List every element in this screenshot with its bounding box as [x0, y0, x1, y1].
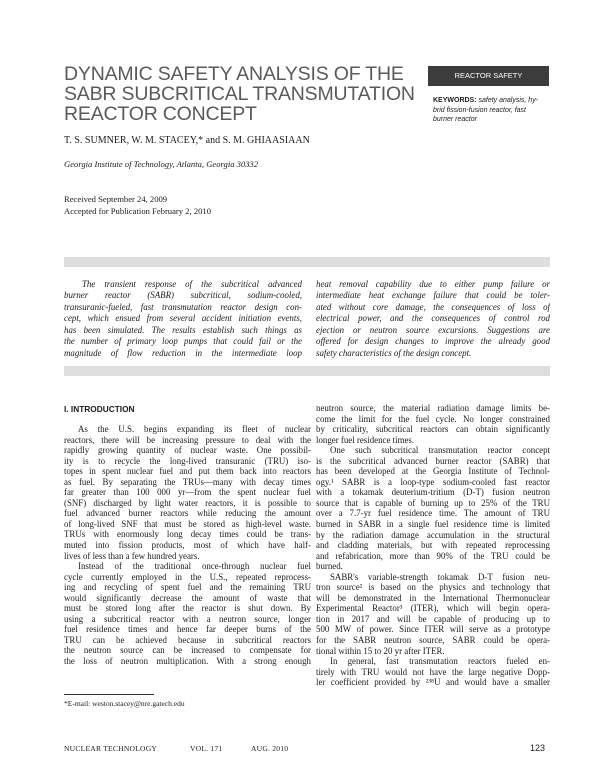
body-line: reactors, there will be increasing pressure to deal with the [64, 434, 311, 445]
body-line: tion in 2017 and will be capable of producing up to [316, 613, 550, 624]
body-line: TRU can be achieved because in subcritical reactors [64, 634, 311, 645]
abstract-line: heat removal capability due to either pump failure or [316, 279, 550, 289]
abstract-line: ejection or neutron source excursions. Suggestions are [316, 324, 550, 335]
body-line: fuel residence times and hence far deeper burns of the [64, 624, 311, 635]
accepted-date: Accepted for Publication February 2, 2010 [64, 205, 212, 216]
body-line: over a 7.7-yr fuel residence time. The amount of TRU [316, 508, 550, 519]
body-line: lives of less than a few hundred years. [64, 550, 200, 561]
body-line: is the subcritical advanced burner reactor (SABR) that [316, 455, 550, 466]
body-right-column [316, 403, 550, 688]
abstract-line: The transient response of the subcritical advanced [82, 279, 302, 289]
abstract-line: the number of primary loop pumps that could fail or the [64, 336, 302, 347]
section-label: REACTOR SAFETY [428, 66, 549, 86]
abstract-line: safety characteristics of the design concept. [316, 347, 472, 358]
abstract-line: magnitude of flow reduction in the intermediate loop [64, 347, 302, 358]
body-line: In general, fast transmutation reactors fueled en- [330, 656, 550, 667]
body-line: for the SABR neutron source, SABR could be opera- [316, 635, 550, 646]
body-line: will be demonstrated in the International Thermonuclear [316, 592, 550, 603]
body-line: ler coefficient provided by ²³⁸U and would have a smaller [316, 677, 550, 688]
body-line: longer fuel residence times. [316, 434, 415, 445]
abstract-line: ated without core damage, the consequences of loss of [316, 301, 550, 312]
footnote: *E-mail: weston.stacey@nre.gatech.edu [64, 699, 185, 708]
body-line: ogy.¹ SABR is a loop-type sodium-cooled fast reactor [316, 476, 550, 487]
body-line: ity is to recycle the long-lived transuranic (TRU) iso- [64, 455, 311, 466]
body-line: neutron source, the material radiation damage limits be- [316, 403, 550, 413]
abstract-line: cept, which ensued from several accident initiation events, [64, 313, 302, 324]
body-line: would significantly decrease the amount of waste that [64, 592, 311, 603]
body-line: Instead of the traditional once-through nuclear fuel [78, 561, 311, 572]
abstract-top-band [64, 257, 550, 267]
keywords-label: KEYWORDS: [433, 97, 477, 104]
body-line: and refabrication, more than 90% of the TRU could be [316, 550, 550, 561]
article-title [64, 64, 414, 124]
authors: T. S. SUMNER, W. M. STACEY,* and S. M. GHIAASIAAN [64, 135, 310, 146]
body-line: burned. [316, 561, 343, 572]
body-left-column [64, 403, 311, 667]
body-line: the neutron source can be increased to compensate for [64, 645, 311, 656]
body-line: come the limit for the fuel cycle. No longer constrained [316, 413, 550, 424]
body-line: (SNF) discharged by light water reactors, it is possible to [64, 497, 311, 508]
title-line: REACTOR CONCEPT [64, 103, 257, 125]
abstract-bottom-band [64, 366, 550, 376]
footnote-rule [64, 694, 154, 695]
footer-volume: VOL. 171 [190, 744, 223, 753]
body-line: as fuel. By separating the TRUs—many with decay times [64, 476, 311, 487]
body-line: One such subcritical transmutation reactor concept [330, 445, 550, 456]
keywords-line: safety analysis, hy- [476, 97, 539, 104]
title-line: DYNAMIC SAFETY ANALYSIS OF THE [64, 63, 404, 85]
abstract-line: transuranic-fueled, fast transmutation reactor design con- [64, 301, 302, 312]
body-line: source that is capable of burning up to 25% of the TRU [316, 497, 550, 508]
body-line: the loss of neutron multiplication. With a strong enough [64, 656, 311, 667]
body-line: has been developed at the Georgia Institute of Technol- [316, 466, 550, 477]
section-heading: I. INTRODUCTION [64, 404, 135, 414]
received-dates [64, 194, 211, 217]
body-line: tron source² is based on the physics and technology that [316, 582, 550, 593]
abstract-line: electrical power, and the consequences of control rod [316, 313, 550, 324]
abstract-right-column [316, 279, 550, 359]
keywords-line: burner reactor [433, 116, 477, 123]
body-line: of long-lived SNF that must be stored as high-level waste. [64, 518, 311, 529]
body-line: cycle currently employed in the U.S., repeated reprocess- [64, 571, 311, 582]
body-line: and cladding materials, but with repeated reprocessing [316, 540, 550, 551]
body-line: ing and recycling of spent fuel and the remaining TRU [64, 582, 311, 593]
body-line: far greater than 100 000 yr—from the spent nuclear fuel [64, 487, 311, 498]
body-line: As the U.S. begins expanding its fleet of nuclear [78, 424, 311, 434]
affiliation: Georgia Institute of Technology, Atlanta, Georgia 30332 [64, 159, 259, 169]
body-line: SABR's variable-strength tokamak D-T fusion neu- [330, 571, 550, 582]
footer-date: AUG. 2010 [251, 744, 289, 753]
abstract-left-column [64, 279, 302, 359]
abstract-line: has been simulated. The results establish such things as [64, 324, 302, 335]
page-number: 123 [530, 743, 546, 753]
abstract-line: burner reactor (SABR) subcritical, sodium-cooled, [64, 290, 302, 301]
body-line: fuel advanced burner reactors while reducing the amount [64, 508, 311, 519]
title-line: SABR SUBCRITICAL TRANSMUTATION [64, 83, 415, 105]
keywords-line: brid fission-fusion reactor, fast [433, 106, 526, 114]
body-line: must be stored long after the reactor is shut down. By [64, 603, 311, 614]
body-line: TRUs with enormously long decay times could be trans- [64, 529, 311, 540]
footer-journal: NUCLEAR TECHNOLOGY [64, 744, 158, 753]
abstract-line: intermediate heat exchange failure that could be toler- [316, 290, 550, 301]
body-line: tirely with TRU would not have the large negative Dopp- [316, 666, 550, 677]
abstract-line: offered for design changes to improve the already good [316, 336, 550, 347]
keywords-block [433, 96, 555, 125]
body-line: by criticality, subcritical reactors can obtain significantly [316, 424, 550, 435]
body-line: topes in spent nuclear fuel and put them back into reactors [64, 466, 311, 477]
body-line: 500 MW of power. Since ITER will serve as a prototype [316, 624, 550, 635]
body-line: using a subcritical reactor with a neutron source, longer [64, 613, 311, 624]
body-line: Experimental Reactor³ (ITER), which will begin opera- [316, 603, 550, 614]
body-line: by the radiation damage accumulation in the structural [316, 529, 550, 540]
received-date: Received September 24, 2009 [64, 194, 168, 204]
body-line: muted into fission products, most of which have half- [64, 540, 311, 551]
body-line: rapidly growing quantity of nuclear waste. One possibil- [64, 445, 311, 456]
body-line: with a tokamak deuterium-tritium (D-T) fusion neutron [316, 487, 550, 498]
body-line: tional within 15 to 20 yr after ITER. [316, 645, 445, 656]
body-line: burned in SABR in a single fuel residence time is limited [316, 519, 550, 530]
